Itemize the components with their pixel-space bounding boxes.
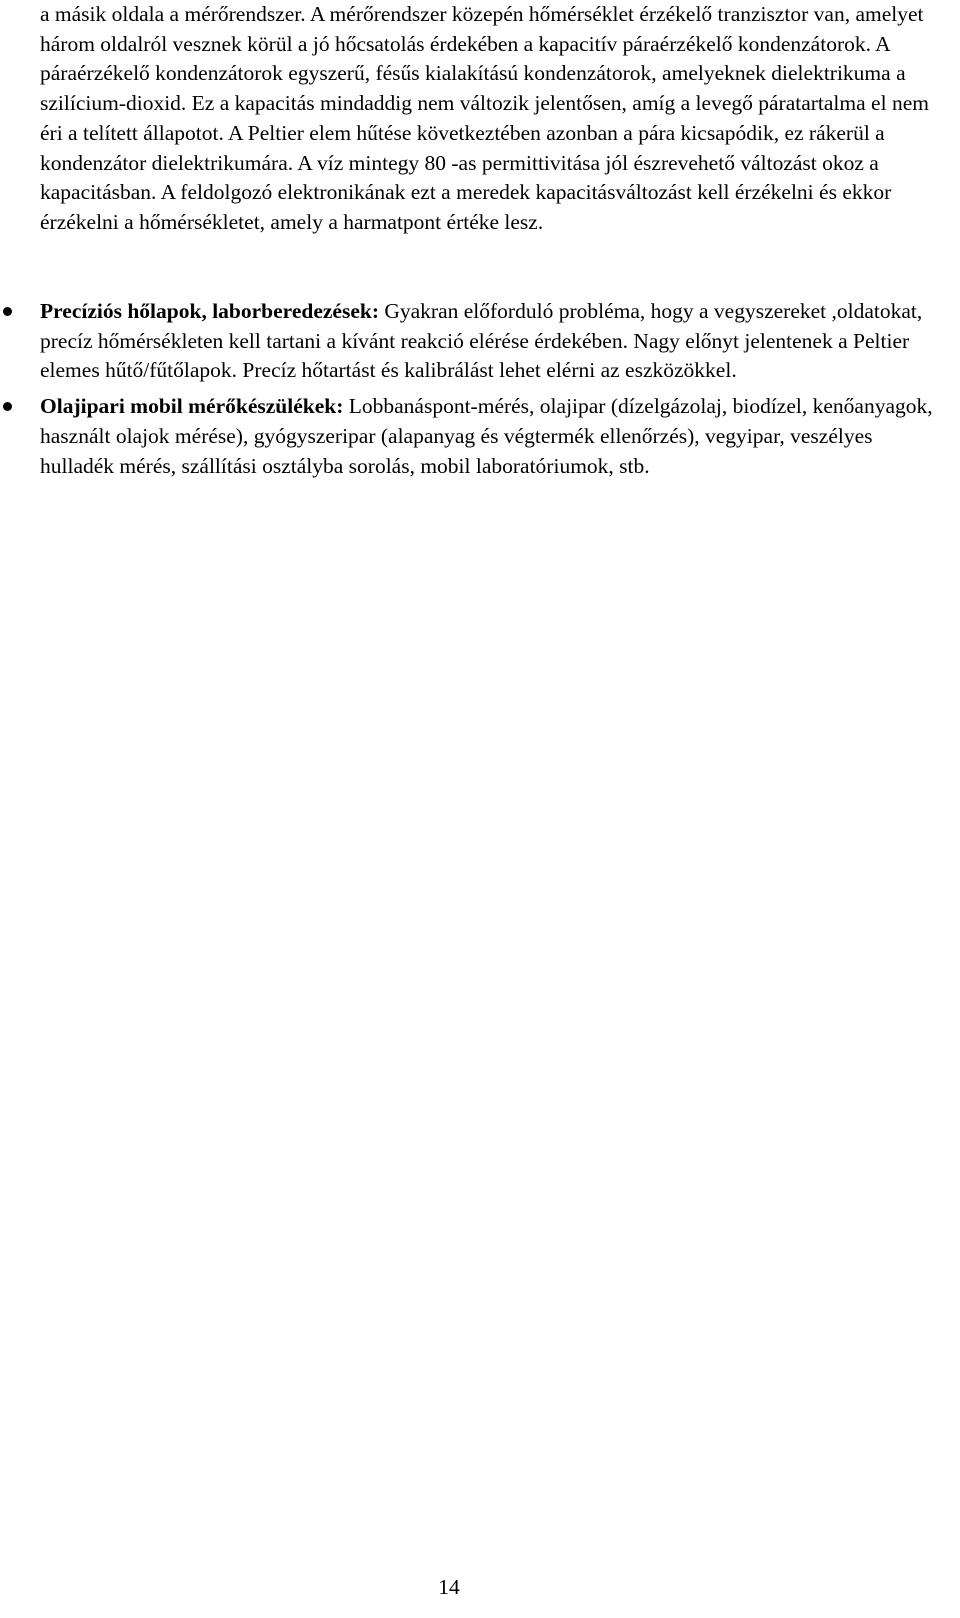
bullet-list: [0, 297, 960, 487]
page-number: 14: [438, 1575, 460, 1599]
continuation-paragraph: a másik oldala a mérőrendszer. A mérőrendszer közepén hőmérséklet érzékelő tranzisztor van, amelyet három oldalról vesznek körül a jó hőcsatolás érdekében a kapacitív páraérzékelő kondenzátorok. A páraérzékelő kondenzátorok egyszerű, fésűs kialakítású kondenzátorok, amelyeknek dielektrikuma a szilícium-dioxid. Ez a kapacitás mindaddig nem változik jelentősen, amíg a levegő páratartalma el nem éri a telített állapotot. A Peltier elem hűtése következtében azonban a pára kicsapódik, ez rákerül a kondenzátor dielektrikumára. A víz mintegy 80 -as permittivitása jól észrevehető változást okoz a kapacitásban. A feldolgozó elektronikának ezt a meredek kapacitásváltozást kell érzékelni és ekkor érzékelni a hőmérsékletet, amely a harmatpont értéke lesz.: [40, 2, 929, 234]
bullet-term: Olajipari mobil mérőkészülékek:: [40, 394, 344, 419]
bullet-dot-icon: [3, 307, 12, 316]
bullet-dot-icon: [3, 402, 12, 411]
bullet-item-hotplates: [0, 297, 945, 386]
bullet-item-oil-instruments: [0, 392, 945, 481]
bullet-text: Gyakran előforduló probléma, hogy a vegyszereket ,oldatokat, precíz hőmérsékleten kell tartani a kívánt reakció elérése érdekében. Nagy előnyt jelentenek a Peltier elemes hűtő/fűtőlapok. Precíz hőtartást és kalibrálást lehet elérni az eszközökkel.: [40, 299, 923, 383]
bullet-term: Precíziós hőlapok, laborberedezések:: [40, 299, 379, 323]
bullet-text: Lobbanáspont-mérés, olajipar (dízelgázolaj, biodízel, kenőanyagok, használt olajok mérése), gyógyszeripar (alapanyag és végtermék ellenőrzés), vegyipar, veszélyes hulladék mérés, szállítási osztályba sorolás, mobil laboratóriumok, stb.: [40, 394, 933, 478]
